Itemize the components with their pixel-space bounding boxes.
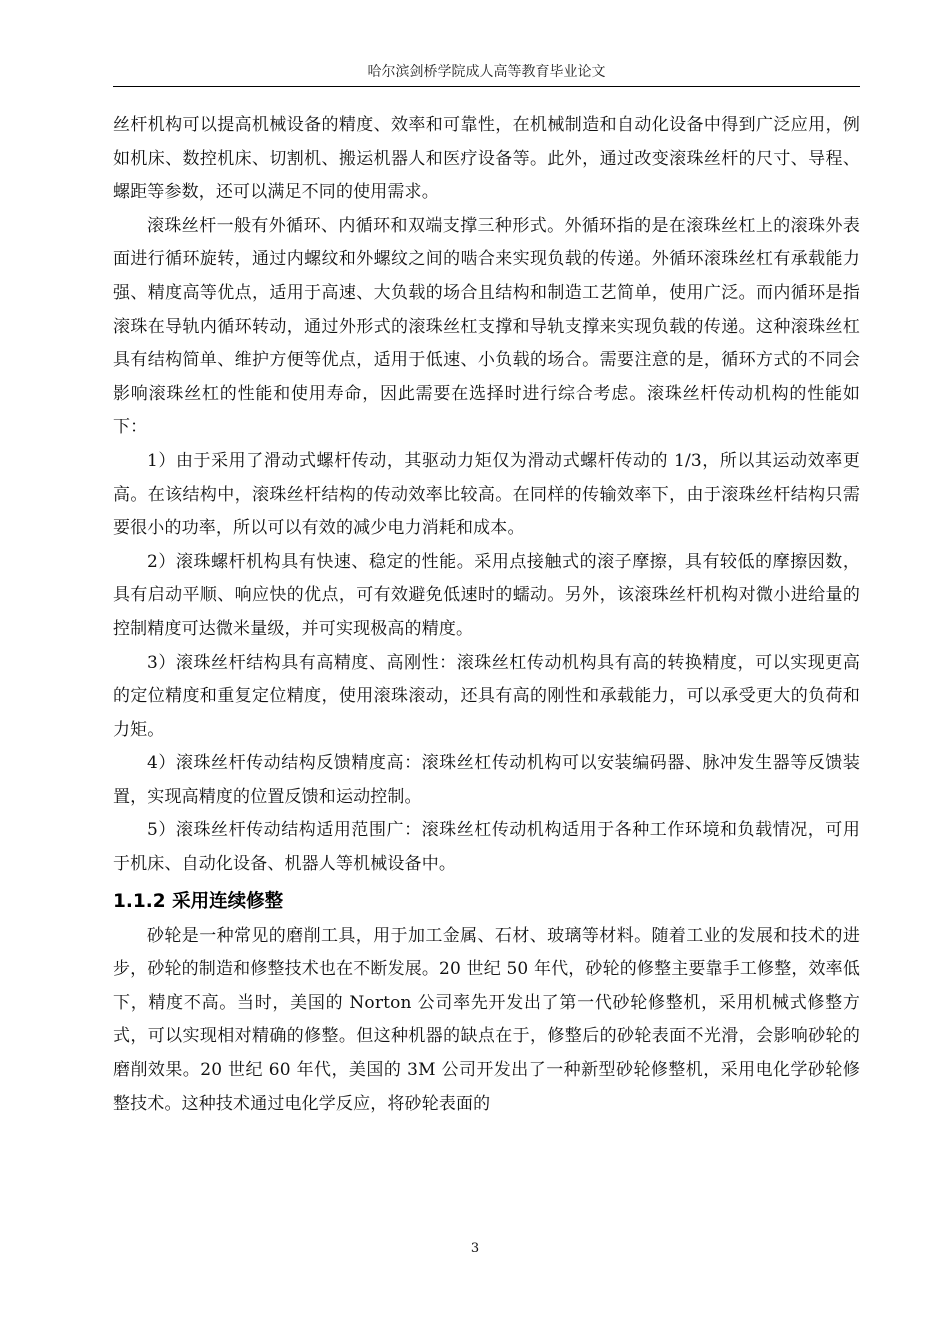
list-item-4: 4）滚珠丝杆传动结构反馈精度高：滚珠丝杠传动机构可以安装编码器、脉冲发生器等反馈装置，实现高精度的位置反馈和运动控制。 (113, 753, 860, 807)
paragraph-continuation: 丝杆机构可以提高机械设备的精度、效率和可靠性，在机械制造和自动化设备中得到广泛应用，例如机床、数控机床、切割机、搬运机器人和医疗设备等。此外，通过改变滚珠丝杆的尺寸、导程、螺距等参数，还可以满足不同的使用需求。 (113, 115, 860, 203)
list-item-2: 2）滚珠螺杆机构具有快速、稳定的性能。采用点接触式的滚子摩擦，具有较低的摩擦因数，具有启动平顺、响应快的优点，可有效避免低速时的蠕动。另外，该滚珠丝杆机构对微小进给量的控制精度可达微米量级，并可实现极高的精度。 (113, 551, 860, 639)
section-heading: 1.1.2 采用连续修整 (113, 890, 284, 912)
paragraph-circulation-types: 滚珠丝杆一般有外循环、内循环和双端支撑三种形式。外循环指的是在滚珠丝杠上的滚珠外表面进行循环旋转，通过内螺纹和外螺纹之间的啮合来实现负载的传递。外循环滚珠丝杠有承载能力强、精度高等优点，适用于高速、大负载的场合且结构和制造工艺简单，使用广泛。而内循环是指滚珠在导轨内循环转动，通过外形式的滚珠丝杠支撑和导轨支撑来实现负载的传递。这种滚珠丝杠具有结构简单、维护方便等优点，适用于低速、小负载的场合。需要注意的是，循环方式的不同会影响滚珠丝杠的性能和使用寿命，因此需要在选择时进行综合考虑。滚珠丝杆传动机构的性能如下： (113, 215, 860, 438)
running-header: 哈尔滨剑桥学院成人高等教育毕业论文 (367, 64, 606, 80)
page-body (113, 109, 860, 1121)
list-item-3: 3）滚珠丝杆结构具有高精度、高刚性：滚珠丝杠传动机构具有高的转换精度，可以实现更高的定位精度和重复定位精度，使用滚珠滚动，还具有高的刚性和承载能力，可以承受更大的负荷和力矩。 (113, 652, 860, 740)
list-item-5: 5）滚珠丝杆传动结构适用范围广：滚珠丝杠传动机构适用于各种工作环境和负载情况，可用于机床、自动化设备、机器人等机械设备中。 (113, 820, 860, 875)
paragraph-grinding-wheel: 砂轮是一种常见的磨削工具，用于加工金属、石材、玻璃等材料。随着工业的发展和技术的进步，砂轮的制造和修整技术也在不断发展。20 世纪 50 年代，砂轮的修整主要靠手工修整，效率低下，精度不高。当时，美国的 Norton 公司率先开发出了第一代砂轮修整机，采用机械式修整方式，可以实现相对精确的修整。但这种机器的缺点在于，修整后的砂轮表面不光滑，会影响砂轮的磨削效果。20 世纪 60 年代，美国的 3M 公司开发出了一种新型砂轮修整机，采用电化学砂轮修整技术。这种技术通过电化学反应，将砂轮表面的 (113, 925, 860, 1114)
list-item-1: 1）由于采用了滑动式螺杆传动，其驱动力矩仅为滑动式螺杆传动的 1/3，所以其运动效率更高。在该结构中，滚珠丝杆结构的传动效率比较高。在同样的传输效率下，由于滚珠丝杆结构只需要很小的功率，所以可以有效的减少电力消耗和成本。 (113, 450, 860, 539)
page-number: 3 (470, 1241, 480, 1256)
header-rule (113, 86, 860, 87)
